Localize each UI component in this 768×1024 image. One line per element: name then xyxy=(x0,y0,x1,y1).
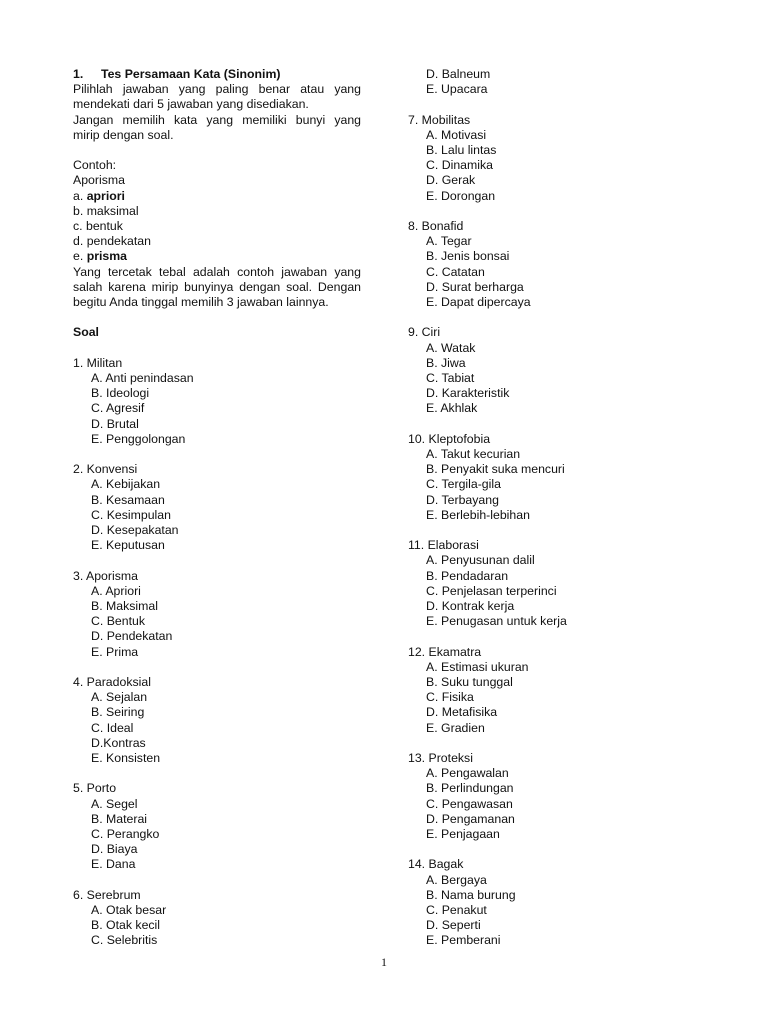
answer-option: C. Kesimpulan xyxy=(91,507,171,522)
example-word: Aporisma xyxy=(73,173,125,188)
question-text: 7. Mobilitas xyxy=(408,112,471,127)
example-option: e. prisma xyxy=(73,249,128,264)
answer-option: B. Jiwa xyxy=(426,355,466,370)
answer-option: C. Agresif xyxy=(91,401,145,416)
instruction-line: mendekati dari 5 jawaban yang disediakan. xyxy=(73,97,309,112)
answer-option: B. Maksimal xyxy=(91,599,158,614)
answer-option: C. Tergila-gila xyxy=(426,477,501,492)
question-block xyxy=(408,113,708,204)
question-block xyxy=(408,645,708,736)
answer-option: D. Kontrak kerja xyxy=(426,599,515,614)
answer-option: D. Pendekatan xyxy=(91,629,173,644)
answer-option: E. Konsisten xyxy=(91,751,161,766)
question-text: 4. Paradoksial xyxy=(73,675,151,690)
answer-option: D. Brutal xyxy=(91,416,139,431)
answer-option: A. Estimasi ukuran xyxy=(426,659,529,674)
example-explanation: salah karena mirip bunyinya dengan soal. Dengan xyxy=(73,279,361,294)
answer-option: B. Materai xyxy=(91,811,148,826)
question-text: 2. Konvensi xyxy=(73,462,138,477)
answer-option: E. Gradien xyxy=(426,720,485,735)
answer-option: C. Bentuk xyxy=(91,614,145,629)
question-block xyxy=(408,857,708,948)
instruction-line: Pilihlah jawaban yang paling benar atau yang xyxy=(73,82,361,97)
example-explanation: Yang tercetak tebal adalah contoh jawaban yang xyxy=(73,264,361,279)
answer-option: D. Karakteristik xyxy=(426,386,510,401)
question-block xyxy=(73,356,361,447)
question-text: 1. Militan xyxy=(73,355,123,370)
answer-option: A. Pengawalan xyxy=(426,766,509,781)
answer-option: B. Pendadaran xyxy=(426,568,509,583)
question-block xyxy=(408,751,708,842)
question-text: 13. Proteksi xyxy=(408,751,473,766)
answer-option: C. Selebritis xyxy=(91,933,158,948)
answer-option: D. Balneum xyxy=(426,67,491,81)
answer-option: A. Sejalan xyxy=(91,690,148,705)
question-block xyxy=(73,462,361,553)
answer-option: B. Suku tunggal xyxy=(426,675,513,690)
question-block xyxy=(408,538,708,629)
answer-option: C. Penjelasan terperinci xyxy=(426,583,557,598)
answer-option: A. Anti penindasan xyxy=(91,371,194,386)
answer-option: A. Apriori xyxy=(91,583,141,598)
answer-option: E. Dorongan xyxy=(426,188,496,203)
answer-option: E. Berlebih-lebihan xyxy=(426,507,530,522)
answer-option: D. Gerak xyxy=(426,173,476,188)
answer-option: D. Metafisika xyxy=(426,705,498,720)
question-text: 6. Serebrum xyxy=(73,887,141,902)
example-option: d. pendekatan xyxy=(73,234,151,249)
example-option: c. bentuk xyxy=(73,219,123,234)
answer-option: E. Dana xyxy=(91,857,136,872)
answer-option: D. Surat berharga xyxy=(426,279,524,294)
answer-option: A. Kebijakan xyxy=(91,477,161,492)
question-block xyxy=(73,569,361,660)
question-text: 12. Ekamatra xyxy=(408,644,482,659)
instruction-line: Jangan memilih kata yang memiliki bunyi yang xyxy=(73,112,361,127)
answer-option: B. Seiring xyxy=(91,705,145,720)
answer-option: C. Ideal xyxy=(91,720,134,735)
answer-option: E. Keputusan xyxy=(91,538,165,553)
answer-option: A. Otak besar xyxy=(91,903,167,918)
answer-option: E. Dapat dipercaya xyxy=(426,295,531,310)
question-block xyxy=(73,888,361,949)
question-text: 10. Kleptofobia xyxy=(408,431,491,446)
answer-option: A. Tegar xyxy=(426,234,472,249)
answer-option: A. Bergaya xyxy=(426,872,487,887)
right-column xyxy=(408,67,708,949)
question-text: 9. Ciri xyxy=(408,325,441,340)
page-number: 1 xyxy=(381,955,387,969)
questions-left xyxy=(73,356,361,949)
answer-option: D. Kesepakatan xyxy=(91,523,179,538)
question-text: 8. Bonafid xyxy=(408,219,464,233)
answer-option: B. Kesamaan xyxy=(91,492,165,507)
answer-option: B. Lalu lintas xyxy=(426,143,497,157)
question-block xyxy=(408,325,708,416)
question-block xyxy=(73,781,361,872)
answer-option: A. Segel xyxy=(91,796,138,811)
answer-option: E. Penugasan untuk kerja xyxy=(426,614,567,629)
answer-option: C. Fisika xyxy=(426,690,474,705)
question-text: 14. Bagak xyxy=(408,857,464,872)
answer-option: C. Penakut xyxy=(426,903,487,918)
questions-right xyxy=(408,113,708,949)
answer-option: E. Penjagaan xyxy=(426,827,500,842)
left-column xyxy=(73,67,361,949)
answer-option: B. Jenis bonsai xyxy=(426,249,510,264)
answer-option: E. Akhlak xyxy=(426,401,478,416)
answer-option: B. Otak kecil xyxy=(91,918,161,933)
example-label: Contoh: xyxy=(73,158,117,173)
answer-option: C. Perangko xyxy=(91,827,160,842)
answer-option: B. Penyakit suka mencuri xyxy=(426,462,565,477)
example-option: b. maksimal xyxy=(73,203,139,218)
answer-option: C. Catatan xyxy=(426,264,485,279)
answer-option: A. Penyusunan dalil xyxy=(426,553,535,568)
soal-heading: Soal xyxy=(73,325,99,340)
answer-option: E. Pemberani xyxy=(426,933,501,948)
question-text: 5. Porto xyxy=(73,781,117,796)
section-heading: 1. Tes Persamaan Kata (Sinonim) xyxy=(73,67,281,81)
instruction-line: mirip dengan soal. xyxy=(73,127,174,142)
answer-option: D. Terbayang xyxy=(426,492,499,507)
answer-option: B. Perlindungan xyxy=(426,781,514,796)
example-explanation: begitu Anda tinggal memilih 3 jawaban lainnya. xyxy=(73,295,329,310)
answer-option: B. Nama burung xyxy=(426,887,516,902)
answer-option: E. Prima xyxy=(91,644,139,659)
question-text: 3. Aporisma xyxy=(73,568,138,583)
answer-option: A. Takut kecurian xyxy=(426,447,521,462)
answer-option: E. Upacara xyxy=(426,82,488,97)
answer-option: E. Penggolongan xyxy=(91,431,186,446)
question-text: 11. Elaborasi xyxy=(408,538,479,553)
question-block xyxy=(73,675,361,766)
answer-option: C. Pengawasan xyxy=(426,796,513,811)
answer-option: D. Biaya xyxy=(91,842,138,857)
question-block xyxy=(408,432,708,523)
answer-option: B. Ideologi xyxy=(91,386,150,401)
question-block xyxy=(408,219,708,310)
example-option: a. apriori xyxy=(73,188,125,203)
answer-option: C. Dinamika xyxy=(426,158,493,173)
answer-option: C. Tabiat xyxy=(426,371,475,386)
answer-option: A. Motivasi xyxy=(426,127,487,142)
answer-option: D. Seperti xyxy=(426,918,481,933)
answer-option: D. Pengamanan xyxy=(426,811,515,826)
answer-option: D.Kontras xyxy=(91,735,146,750)
answer-option: A. Watak xyxy=(426,340,476,355)
